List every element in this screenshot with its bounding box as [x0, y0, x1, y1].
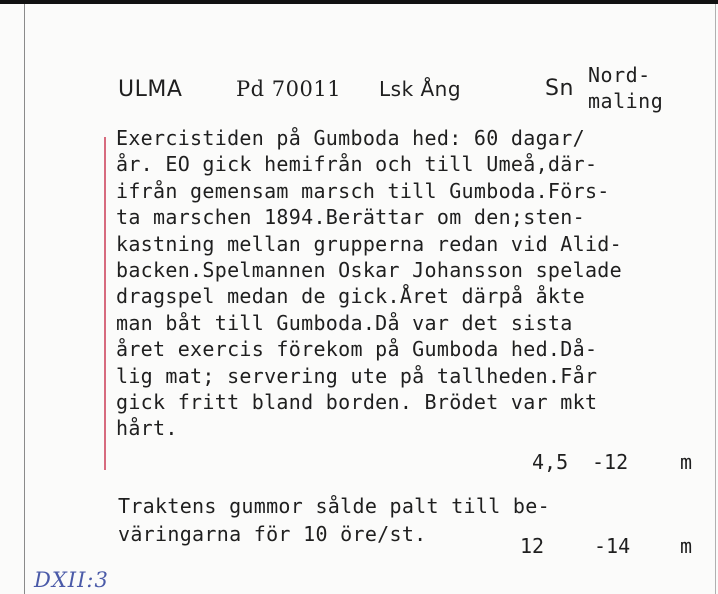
archive-signature: DXII:3: [34, 568, 109, 592]
entry-text-1: Exercistiden på Gumboda hed: 60 dagar/ år. EO gick hemifrån och till Umeå,där- ifrån gemensam marsch till Gumboda.Förs- ta marschen 1894.Berättar om den;sten- kastning mellan grupperna redan vid Alid- backen.Spelmannen Oskar Johansson spelade dragspel medan de gick.Året därpå åkte man båt till Gumboda.Då var det sista året exercis förekom på Gumboda hed.Då- lig mat; servering ute på tallheden.Får gick fritt bland borden. Brödet var mkt hårt.: [116, 126, 622, 441]
margin-rule: [104, 137, 106, 470]
card-top-edge: [0, 0, 718, 4]
county-code: Lsk Ång: [379, 77, 462, 101]
parish-name: Nord- maling: [588, 63, 664, 113]
entry-2-unit: m: [680, 534, 693, 558]
card-left-edge: [24, 4, 25, 594]
region-code: ULMA: [118, 77, 183, 102]
entry-1-value-a: 4,5: [532, 450, 569, 474]
entry-text-2: Traktens gummor sålde palt till be- väringarna för 10 öre/st.: [118, 494, 550, 546]
entry-1-value-b: -12: [592, 450, 629, 474]
sn-label: Sn: [545, 76, 574, 101]
record-number: Pd 70011: [236, 77, 342, 101]
entry-2-value-a: 12: [520, 534, 545, 558]
entry-2-value-b: -14: [594, 534, 631, 558]
entry-1-unit: m: [680, 450, 693, 474]
